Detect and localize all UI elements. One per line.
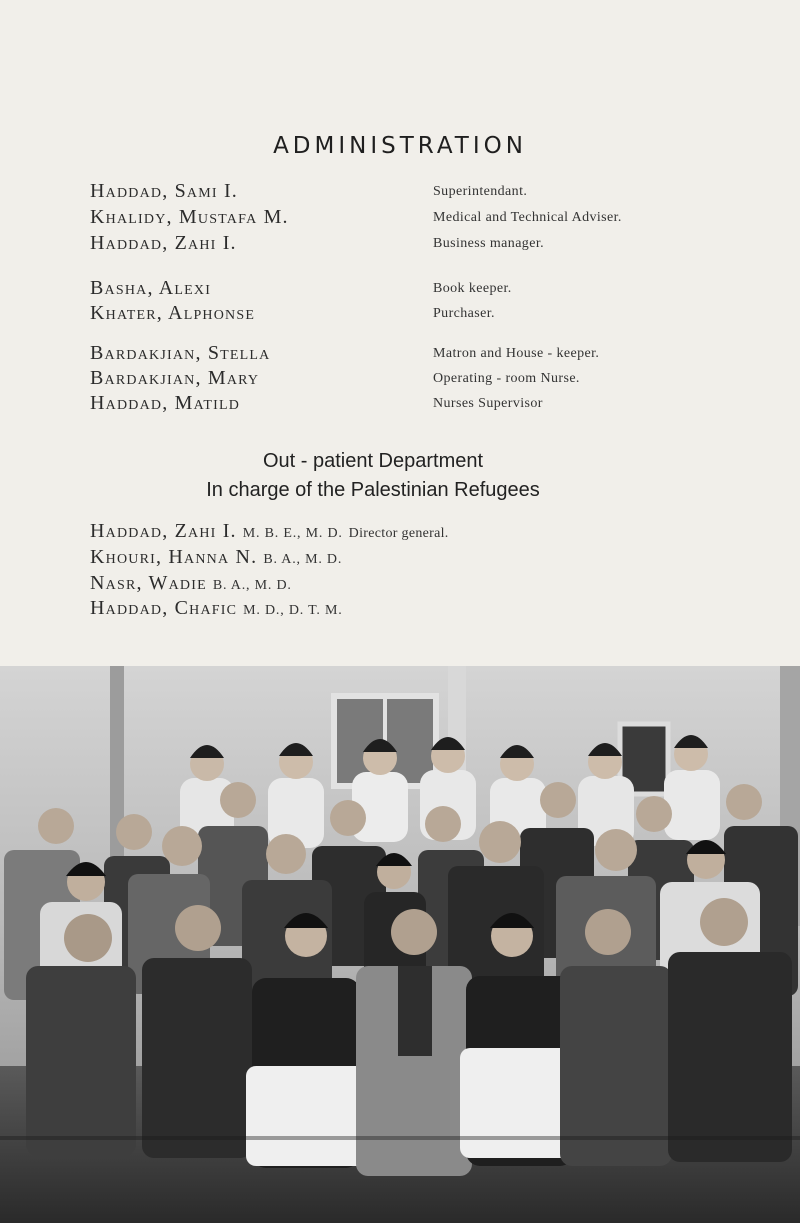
staff-role: Operating - room Nurse. (433, 371, 580, 386)
doctor-row (90, 520, 449, 544)
doctor-row (90, 572, 292, 596)
staff-row (0, 232, 800, 256)
doctor-degree: B. A., M. D. (212, 578, 292, 593)
staff-role: Medical and Technical Adviser. (433, 210, 622, 225)
staff-role: Nurses Supervisor (433, 396, 543, 411)
doctor-degree: M. D., D. T. M. (243, 603, 343, 618)
page-title: ADMINISTRATION (273, 133, 527, 159)
staff-row (0, 206, 800, 230)
doctor-name: Haddad, Chafic (90, 597, 238, 619)
group-photo-icon (0, 666, 800, 1223)
staff-name: Khater, Alphonse (90, 302, 256, 324)
doctor-name: Khouri, Hanna N. (90, 546, 258, 568)
staff-row (0, 277, 800, 301)
doctor-degree: M. B. E., M. D. (242, 526, 343, 541)
staff-row (0, 180, 800, 204)
doctor-name: Haddad, Zahi I. (90, 520, 237, 542)
staff-name: Haddad, Zahi I. (90, 232, 237, 254)
outpatient-heading: Out - patient Department (262, 450, 484, 472)
staff-row (0, 302, 800, 326)
staff-name: Khalidy, Mustafa M. (90, 206, 289, 228)
staff-role: Book keeper. (433, 281, 512, 296)
staff-role: Business manager. (433, 236, 545, 251)
doctor-role: Director general. (348, 526, 449, 541)
doctor-name: Nasr, Wadie (90, 572, 207, 594)
staff-role: Purchaser. (433, 306, 495, 321)
nurse-apron (246, 1066, 368, 1166)
doctor-row (90, 597, 343, 621)
staff-name: Haddad, Sami I. (90, 180, 238, 202)
staff-name: Haddad, Matild (90, 392, 241, 414)
outpatient-subheading: In charge of the Palestinian Refugees (206, 479, 540, 501)
staff-name: Basha, Alexi (90, 277, 212, 299)
staff-role: Matron and House - keeper. (433, 346, 600, 361)
group-photo (0, 666, 800, 1223)
staff-row (0, 342, 800, 366)
staff-row (0, 367, 800, 391)
staff-row (0, 392, 800, 416)
staff-name: Bardakjian, Stella (90, 342, 271, 364)
doctor-row (90, 546, 342, 570)
staff-name: Bardakjian, Mary (90, 367, 260, 389)
doctor-degree: B. A., M. D. (263, 552, 343, 567)
staff-role: Superintendant. (433, 184, 528, 199)
